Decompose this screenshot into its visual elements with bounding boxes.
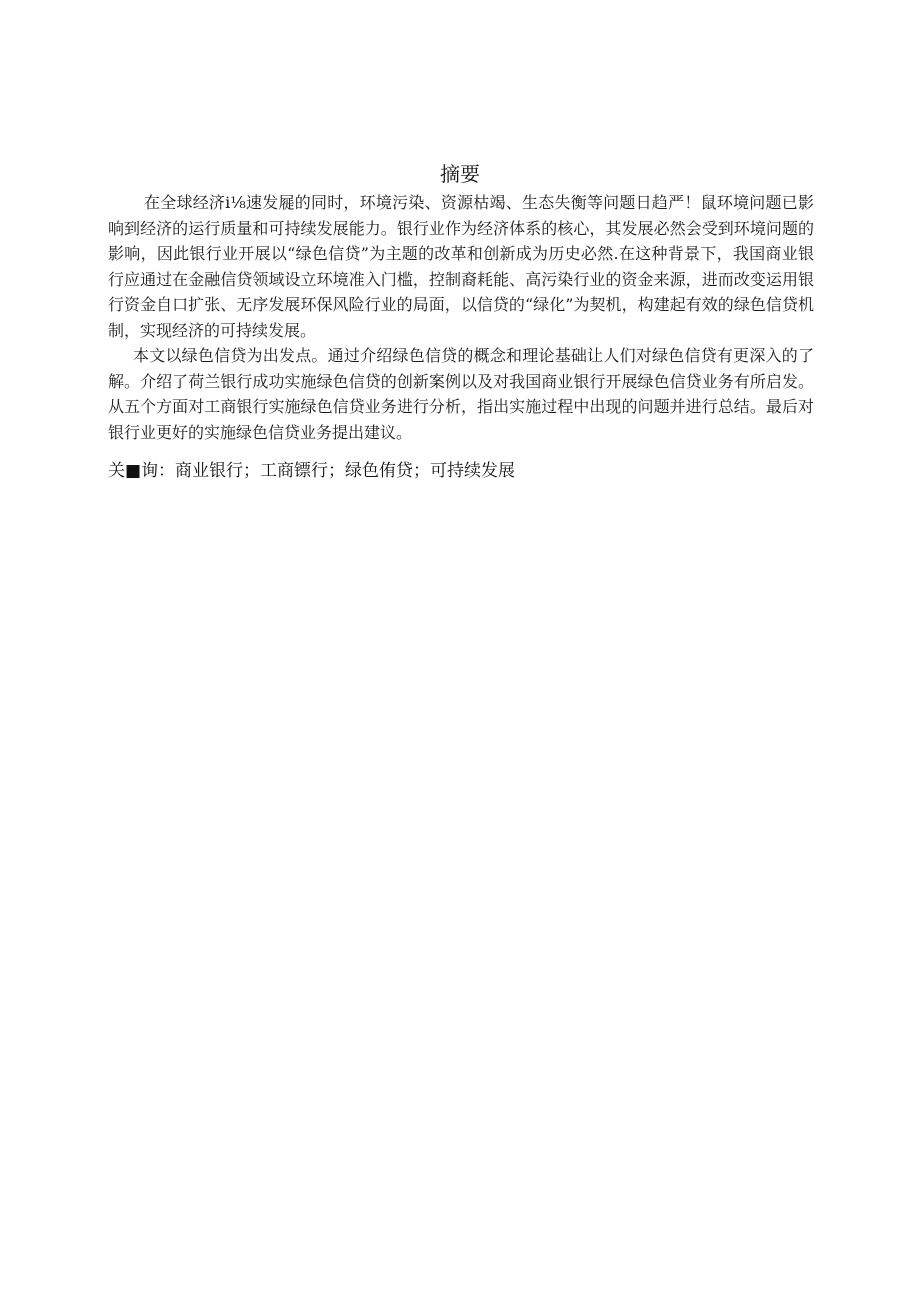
abstract-paragraph-2: 本文以绿色信贷为出发点。通过介绍绿色信贷的概念和理论基础让人们对绿色信贷有更深入的了解。介绍了荷兰银行成功实施绿色信贷的创新案例以及对我国商业银行开展绿色信贷业务有所启发。从五个方面对工商银行实施绿色信贷业务进行分析，指出实施过程中出现的问题并进行总结。最后对银行业更好的实施绿色信贷业务提出建议。 xyxy=(108,346,814,442)
keywords-line: 关■询：商业银行；工商镖行；绿色侑贷；可持续发展 xyxy=(108,461,516,481)
abstract-title: 摘要 xyxy=(440,162,480,186)
abstract-paragraph-1: 在全球经济i⅛速发屣的同时，环境污染、资源枯竭、生态失衡等问题日趋严！鼠环境问题已影响到经济的运行质量和可持续发展能力。银行业作为经济体系的核心，其发展必然会受到环境问题的影响，因此银行业开展以“绿色信贷”为主题的改革和创新成为历史必然.在这种背景下，我国商业银行应通过在金融信贷领域设立环境准入门槛，控制裔耗能、高污染行业的资金来源，进而改变运用银行资金自口扩张、无序发展环保风险行业的局面，以信贷的“绿化”为契机，构建起有效的绿色信贷机制，实现经济的可持续发展。 xyxy=(108,193,814,340)
abstract-body xyxy=(108,190,814,445)
